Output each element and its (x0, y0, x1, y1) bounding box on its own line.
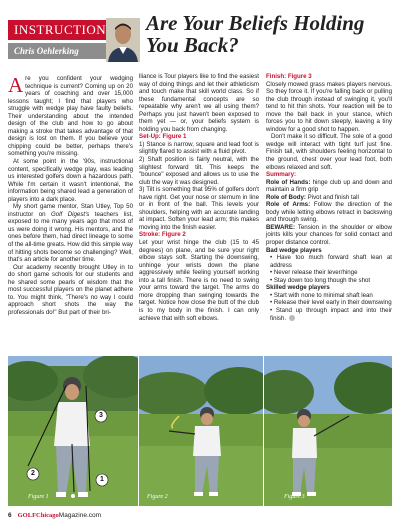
paragraph: Don't make it so difficult. The sole of a good wedge will interact with tight turf just fine. Finish tall, with shoulders feeling horizontal to the ground, chest over your lead foot, both elbows relaxed and soft. (266, 133, 392, 171)
paragraph: At some point in the '90s, instructional content, specifically wedge play, was leading us interested golfers down a hazardous path. While I'm certain it wasn't intentional, the information being shared lead a generation of players into a dark place. (8, 158, 133, 203)
list-item: • Stay down too long though the shot (270, 276, 371, 284)
page-number: 6 (8, 512, 12, 519)
paragraph (8, 203, 133, 263)
list-heading: Skilled wedge players (266, 284, 330, 292)
section-heading: Finish: Figure 3 (266, 73, 312, 80)
figure-2-photo (139, 356, 263, 506)
figure-1-photo (8, 356, 138, 506)
figure-3-photo (264, 356, 392, 506)
article-header (0, 0, 400, 64)
summary-item (266, 201, 392, 224)
figure-marker: 2 (31, 470, 35, 477)
list-item (266, 307, 392, 322)
author-photo (106, 18, 140, 62)
author-byline: Chris Oehlerking (8, 43, 109, 59)
summary-label: Role of Arms: (266, 201, 311, 209)
magazine-site: Magazine.com (58, 512, 102, 519)
paragraph (8, 75, 133, 158)
figure-marker: 3 (99, 412, 103, 419)
text-column-3 (266, 73, 392, 322)
paragraph: lliance is Tour players like to find the easiest way of doing things and let their athleticism and touch make that skill world class. So if these fundamental concepts are so repeatable why aren't we all using them? Perhaps you just haven't been exposed to them yet — or, your beliefs system is holding you back from changing. (139, 73, 259, 133)
section-heading: Set-Up: Figure 1 (139, 133, 187, 141)
list-item-text: • Stand up through impact and into their finish. (270, 306, 392, 322)
paragraph: 2) Shaft position is fairly neutral, with the slightest forward tilt. This keeps the "bounce" exposed and allows us to use the club the way it was designed. (139, 156, 259, 186)
paragraph: 3) Tilt is something that 95% of golfers don't have right. Get your nose or sternum in line or in front of the ball. This levels your shoulders, helping with an accurate landing at impact. Soften your lead arm; this makes moving into the finish easier. (139, 186, 259, 231)
list-item: • Start with none to minimal shaft lean (270, 291, 373, 299)
paragraph-text: My short game mentor, Stan Utley, Top 50 instructor on (8, 203, 133, 218)
paragraph: Our academy recently brought Utley in to do short game schools for our students and he shared some pearls of wisdom that the most successful players on the planet adhere to. You might think, "There's no way I could approach short shots the way the professionals do!" But part of their bri- (8, 263, 133, 316)
figure-caption: Figure 1 (28, 494, 49, 500)
end-mark-icon (289, 315, 295, 321)
drop-cap: A (8, 73, 24, 97)
summary-text: Tension in the shoulder or elbow joints kills your chances for solid contact and proper distance control. (266, 223, 392, 247)
paragraph: Closely mowed grass makes players nervous. So they force it. If you're falling back or pulling the club through instead of swinging it, you'll tend to hit thin shots. Your reaction will be to move the ball back in your stance, which forces you to hit down steeply, leaving a tiny window for a good shot to happen. (266, 80, 392, 133)
paragraph: Let your wrist hinge the club (15 to 45 degrees) on plane, and be sure your right elbow stays soft. Starting the downswing, unhinge your wrists down the plane aggressively while feeling yourself working into a tall finish. There is no need to swing your arms toward the target. The arms do more dropping than swinging towards the target. Notice how close the butt of the club is to my body in the finish. I can only achieve that with soft elbows. (139, 239, 259, 322)
summary-label: Role of Body: (266, 193, 306, 201)
section-heading: Stroke: Figure 2 (139, 231, 186, 239)
summary-label: BEWARE: (266, 223, 295, 231)
figure-marker: 1 (100, 476, 104, 483)
section-heading: Summary: (266, 171, 297, 179)
text-column-2 (139, 73, 259, 322)
list-heading: Bad wedge players (266, 246, 322, 254)
figure-caption: Figure 2 (147, 494, 168, 500)
section-kicker: INSTRUCTION (8, 20, 109, 40)
summary-label: Role of Hands: (266, 178, 311, 186)
list-item: • Release their level early in their downswing (270, 299, 392, 307)
summary-item (266, 194, 392, 202)
text-column-1 (8, 75, 133, 317)
paragraph-text: re you confident your wedging technique is current? Coming up on 20 years of coaching and over 15,000 lessons taught; I find that players who struggle with wedge play have faulty beliefs. Their understanding about the intended design of the club and how to go about making a stroke that takes advantage of that design is lost on them. If you believe your chipping could be better, perhaps there's something you're missing. (8, 75, 133, 158)
summary-text: Pivot and finish tall (305, 193, 359, 201)
paragraph-text: teachers list, exposed to me many years ago that most of us were doing it wrong. His mentors, and the ones before them, had direct lineage to some of the all-time greats. How did this simple way of hitting shots become so challenging? Well, that's an article for another time. (8, 210, 133, 264)
page-footer (8, 512, 101, 519)
summary-item (266, 224, 392, 247)
summary-text: hinge club up and down and maintain a firm grip (266, 178, 393, 194)
paragraph: 1) Stance is narrow, square and lead foot is slightly flared to assist with a fluid pivot. (139, 140, 259, 156)
figure-caption: Figure 3 (284, 494, 305, 500)
magazine-name: Golf Digest's (50, 210, 90, 218)
summary-text: Follow the direction of the body while letting elbows retract in backswing and through swing. (266, 201, 393, 224)
summary-item (266, 179, 392, 194)
article-title: Are Your Beliefs Holding You Back? (146, 11, 365, 57)
magazine-brand: GOLFChicago (17, 512, 59, 519)
list-item: • Never release their lever/hinge (270, 269, 358, 277)
list-item: • Have too much forward shaft lean at address (270, 254, 392, 269)
